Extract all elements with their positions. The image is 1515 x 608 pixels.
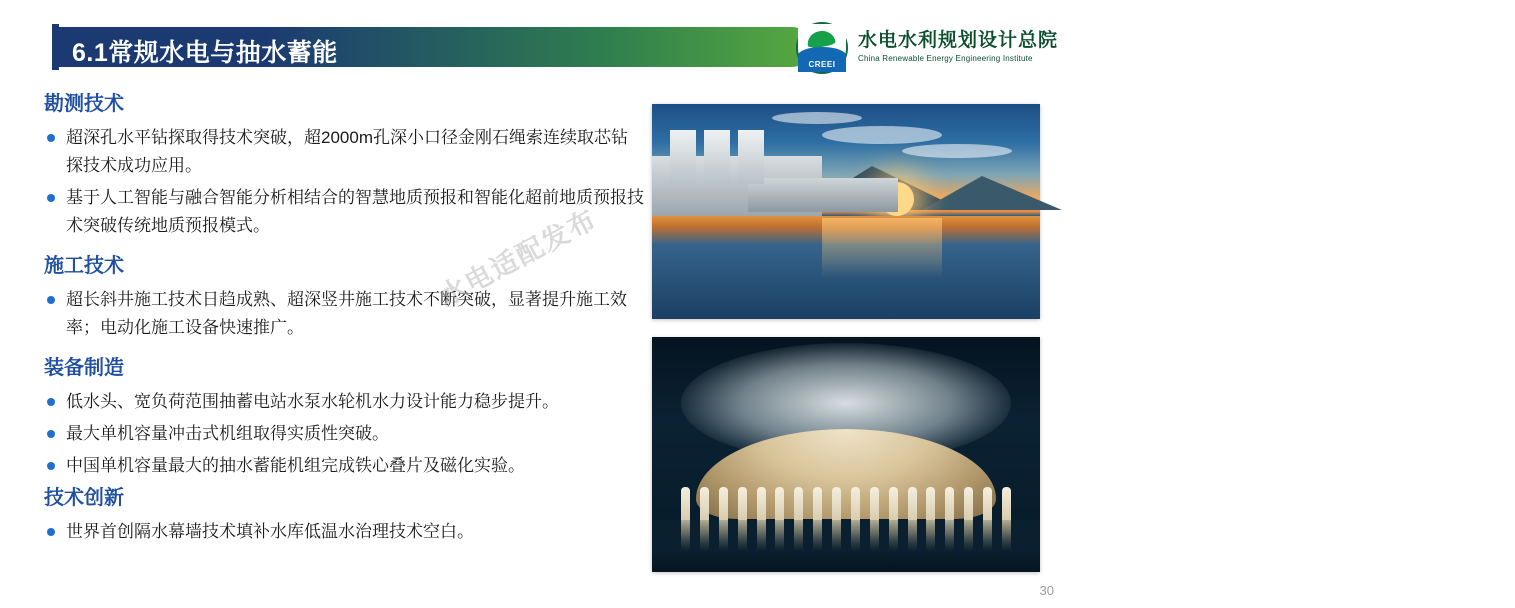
list-item <box>44 286 644 342</box>
section-heading-construction: 施工技术 <box>44 255 124 278</box>
section-heading-survey: 勘测技术 <box>44 93 124 115</box>
bullet-list-construction <box>44 286 644 342</box>
bullet-text: 中国单机容量最大的抽水蓄能机组完成铁心叠片及磁化实验。 <box>66 456 525 476</box>
page-number: 30 <box>1039 583 1054 598</box>
bullet-text: 最大单机容量冲击式机组取得实质性突破。 <box>66 424 389 444</box>
page-title: 6.1常规水电与抽水蓄能 <box>72 39 338 67</box>
slide-body <box>44 92 644 552</box>
bullet-dot-icon <box>47 462 55 470</box>
watermark-overlay: 水电适配发布 <box>1346 257 1515 366</box>
bullet-text: 超长斜井施工技术日趋成熟、超深竖井施工技术不断突破，显著提升施工效率；电动化施工设备快速推广。 <box>66 290 627 338</box>
list-item <box>44 518 644 546</box>
dam-sunset-image <box>652 104 1515 366</box>
bullet-text: 基于人工智能与融合智能分析相结合的智慧地质预报和智能化超前地质预报技术突破传统地质预报模式。 <box>66 188 644 236</box>
bullet-text: 世界首创隔水幕墙技术填补水库低温水治理技术空白。 <box>66 522 474 542</box>
bullet-dot-icon <box>47 134 55 142</box>
bullet-list-survey <box>44 124 644 240</box>
slide-header <box>0 0 1080 84</box>
bullet-dot-icon <box>47 528 55 536</box>
bullet-dot-icon <box>47 430 55 438</box>
section-heading-equipment: 装备制造 <box>44 357 124 380</box>
logo-name-en: China Renewable Energy Engineering Institute <box>857 54 1033 64</box>
bullet-text: 低水头、宽负荷范围抽蓄电站水泵水轮机水力设计能力稳步提升。 <box>66 392 559 412</box>
logo-name-cn: 水电水利规划设计总院 <box>857 30 1058 52</box>
list-item <box>44 388 644 416</box>
list-item <box>44 452 644 480</box>
organization-logo <box>796 22 1058 74</box>
bullet-dot-icon <box>47 296 55 304</box>
bullet-text: 超深孔水平钻探取得技术突破，超2000m孔深小口径金刚石绳索连续取芯钻探技术成功应用。 <box>66 128 628 176</box>
list-item <box>44 420 644 448</box>
spillway-discharge-image <box>652 337 1040 572</box>
list-item <box>44 184 644 240</box>
section-heading-innovation: 技术创新 <box>44 487 124 510</box>
logo-mark-text: CREEI <box>808 60 836 69</box>
creei-logo-icon <box>796 22 848 74</box>
list-item <box>44 124 644 180</box>
bullet-list-equipment <box>44 388 644 480</box>
bullet-dot-icon <box>47 194 55 202</box>
bullet-dot-icon <box>47 398 55 406</box>
watermark-text: 水电适配发布 <box>434 203 603 312</box>
bullet-list-innovation <box>44 518 644 546</box>
